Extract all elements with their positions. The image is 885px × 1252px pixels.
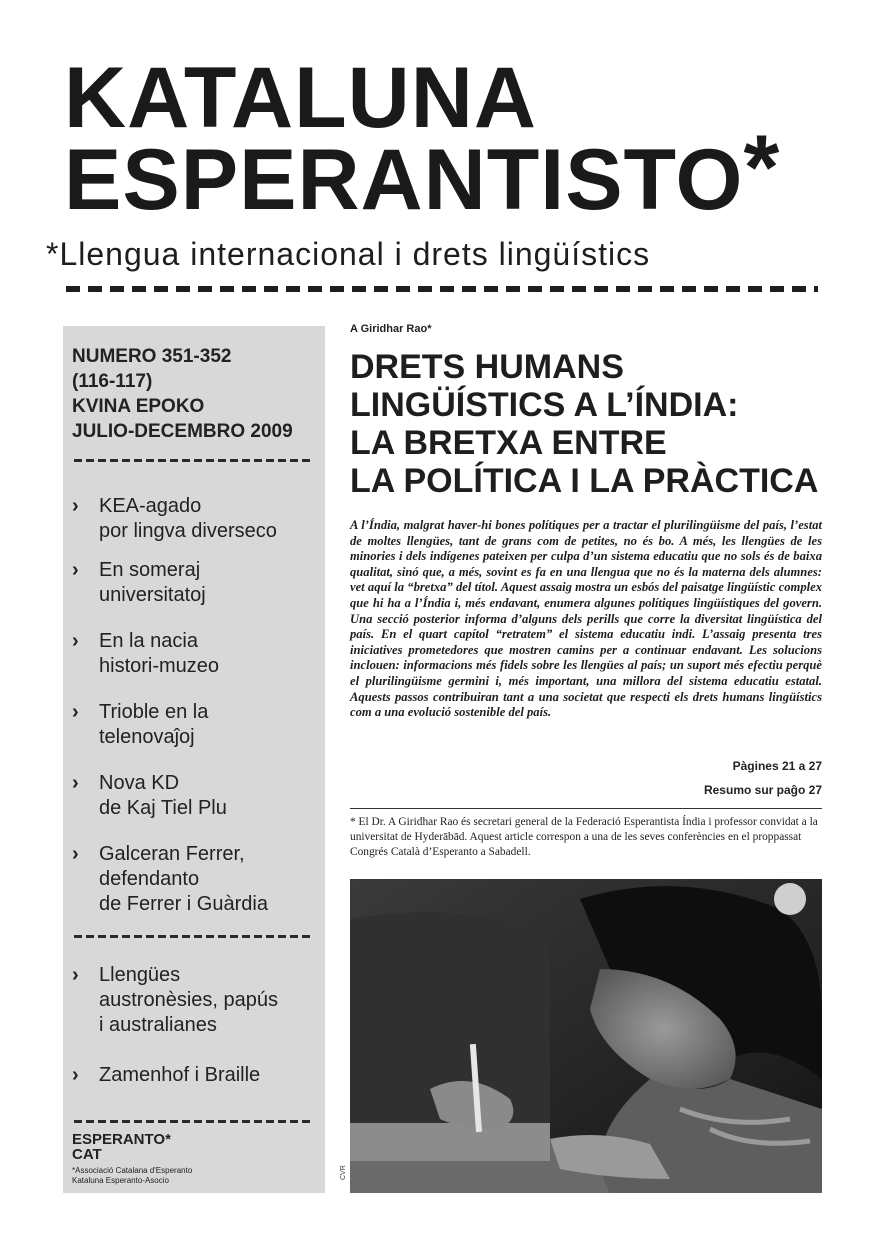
logo-name: ESPERANTO* CAT [72, 1131, 171, 1163]
issue-old-number: (116-117) [72, 371, 153, 392]
toc-item-label: Trioble en la telenovaĵoj [99, 701, 209, 748]
sidebar-divider [74, 459, 314, 462]
logo-subtitle: *Associació Catalana d'Esperanto Kataluna Esperanto-Asocio [72, 1166, 193, 1185]
issue-number: NUMERO 351-352 [72, 346, 232, 367]
masthead-asterisk: * [743, 117, 781, 219]
girl-writing-photo [350, 879, 822, 1193]
sidebar [63, 326, 325, 1193]
sidebar-divider [74, 935, 314, 938]
masthead-title-line2 [64, 117, 781, 228]
toc-item-label: Llengües austronèsies, papús i australianes [99, 964, 279, 1036]
masthead-subtitle: *Llengua internacional i drets lingüístics [46, 236, 651, 272]
chevron-right-icon: › [72, 630, 79, 652]
footnote-rule [350, 808, 822, 809]
toc-item-label: KEA-agado por lingva diverseco [99, 495, 277, 542]
masthead-divider [66, 286, 818, 292]
photo-credit: CVR [340, 1165, 347, 1180]
chevron-right-icon: › [72, 964, 79, 986]
chevron-right-icon: › [72, 495, 79, 517]
toc-item-label: En la nacia histori-muzeo [99, 630, 220, 677]
sidebar-divider [74, 1120, 314, 1123]
issue-info [72, 344, 293, 444]
masthead-title-text: ESPERANTISTO [64, 132, 744, 228]
masthead-title-line1: KATALUNA [64, 50, 537, 146]
headline-line: DRETS HUMANS [350, 348, 624, 386]
issue-date: JULIO-DECEMBRO 2009 [72, 421, 293, 442]
headline-line: LA BRETXA ENTRE [350, 424, 667, 462]
article-pages: Pàgines 21 a 27 [732, 759, 822, 773]
article-byline: A Giridhar Rao* [350, 323, 432, 335]
toc-item-label: En someraj universitatoj [99, 559, 206, 606]
masthead [64, 50, 781, 228]
chevron-right-icon: › [72, 701, 79, 723]
toc-item-label: Zamenhof i Braille [99, 1064, 261, 1086]
chevron-right-icon: › [72, 1064, 79, 1086]
issue-epoch: KVINA EPOKO [72, 396, 205, 417]
article-footnote: * El Dr. A Giridhar Rao és secretari general de la Federació Esperantista Índia i professor convidat a la universitat de Hyderābād. Aquest article correspon a una de les seves conferències en el proppassat Congrés Català d’Esperanto a Sabadell. [350, 816, 818, 858]
article-summary-ref: Resumo sur paĝo 27 [703, 783, 822, 797]
chevron-right-icon: › [72, 772, 79, 794]
headline-line: LA POLÍTICA I LA PRÀCTICA [350, 462, 819, 500]
toc-item-label: Galceran Ferrer, defendanto de Ferrer i Guàrdia [99, 843, 268, 915]
esperanto-cat-logo [72, 1132, 192, 1186]
toc-item-label: Nova KD de Kaj Tiel Plu [99, 772, 227, 819]
article-photo [350, 879, 822, 1193]
article-headline [350, 348, 830, 500]
chevron-right-icon: › [72, 843, 79, 865]
headline-line: LINGÜÍSTICS A L’ÍNDIA: [350, 386, 739, 424]
chevron-right-icon: › [72, 559, 79, 581]
article-abstract: A l’Índia, malgrat haver-hi bones polítiques per a tractar el plurilingüisme del país, l’estat de moltes llengües, tant de grans com de petites, no és bo. A més, les llengües de les minories i dels indígenes pateixen per culpa d’un sistema educatiu que no sols és de baixa qualitat, sinó que, a més, sovint es fa en una llengua que no és la materna dels alumnes: vet aquí la “bretxa” del títol. Aquest assaig mostra un esbós del paisatge lingüístic complex que hi ha a l’Índia i, més endavant, enumera algunes polítiques lingüístiques del govern. Una secció posterior informa d’alguns dels perills que corre la diversitat lingüística del país. En el quart capítol “retratem” el sistema educatiu indi. L’assaig presenta tres iniciatives prometedores que mostren camins per a continuar endavant. Les solucions inclouen: informacions més fidels sobre les llengües al país; un suport més efectiu perquè el plurilingüisme germini i, més important, una millora del sistema educatiu estatal. Aquests passos contribuiran tant a una societat que respecti els drets humans lingüístics com a una evolució sostenible del país. [350, 518, 822, 720]
